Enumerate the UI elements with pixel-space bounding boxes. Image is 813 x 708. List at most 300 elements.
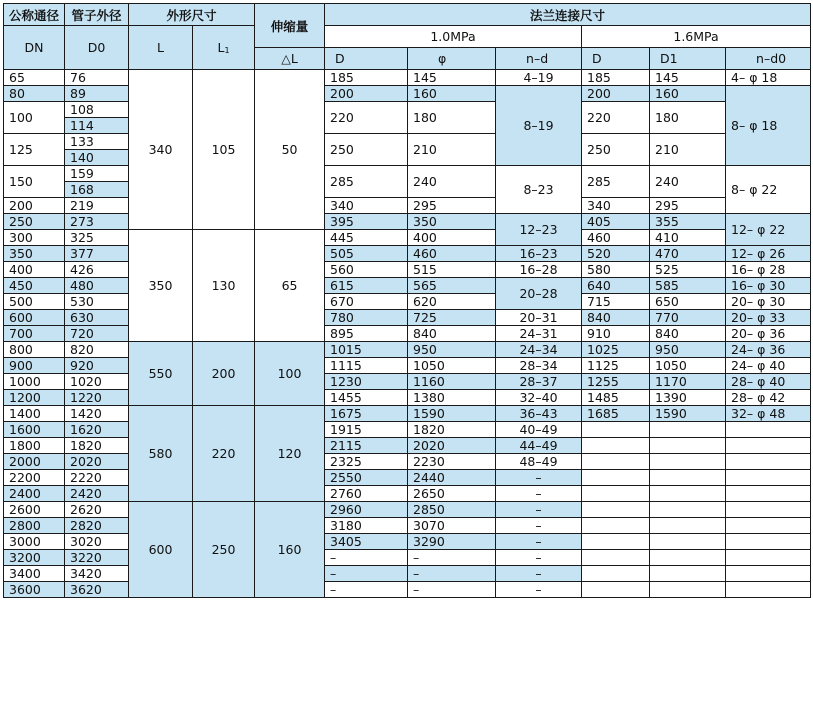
pressure-1-0: 1.0MPa xyxy=(325,26,582,48)
l-unit: L xyxy=(129,26,193,70)
p2-nd0-cell: 4– φ 18 xyxy=(726,70,811,86)
p1-phi-cell: 1050 xyxy=(408,358,496,374)
p1-nd-cell: 36–43 xyxy=(496,406,582,422)
p1-phi-cell: 160 xyxy=(408,86,496,102)
p2-d-cell xyxy=(582,582,650,598)
p2-d-cell xyxy=(582,470,650,486)
table-row xyxy=(4,470,811,486)
p1-phi-cell: 240 xyxy=(408,166,496,198)
p2-d1-cell xyxy=(650,550,726,566)
d0-cell: 530 xyxy=(65,294,129,310)
table-row xyxy=(4,534,811,550)
delta-l-cell: 160 xyxy=(255,502,325,598)
dn-cell: 600 xyxy=(4,310,65,326)
p1-d-cell: 1230 xyxy=(325,374,408,390)
p1-phi-cell: 2850 xyxy=(408,502,496,518)
table-row xyxy=(4,390,811,406)
flange-col-p1_cols-2: n–d xyxy=(496,48,582,70)
p2-d1-cell xyxy=(650,438,726,454)
p1-phi-cell: 725 xyxy=(408,310,496,326)
p1-phi-cell: 2440 xyxy=(408,470,496,486)
p2-d-cell xyxy=(582,454,650,470)
table-row xyxy=(4,518,811,534)
p2-d1-cell xyxy=(650,518,726,534)
table-row xyxy=(4,406,811,422)
p2-d1-cell: 160 xyxy=(650,86,726,102)
p2-d-cell: 200 xyxy=(582,86,650,102)
d0-cell: 159 xyxy=(65,166,129,182)
d0-cell: 325 xyxy=(65,230,129,246)
p1-nd-cell: – xyxy=(496,550,582,566)
dn-cell: 300 xyxy=(4,230,65,246)
p2-d1-cell: 1590 xyxy=(650,406,726,422)
p1-d-cell: 2550 xyxy=(325,470,408,486)
p2-d1-cell: 470 xyxy=(650,246,726,262)
p2-d-cell: 1685 xyxy=(582,406,650,422)
p1-d-cell: 2325 xyxy=(325,454,408,470)
p1-nd-cell: – xyxy=(496,518,582,534)
p2-nd0-cell: 20– φ 30 xyxy=(726,294,811,310)
table-row xyxy=(4,278,811,294)
p2-d1-cell: 770 xyxy=(650,310,726,326)
d0-cell: 273 xyxy=(65,214,129,230)
p2-nd0-cell: 8– φ 18 xyxy=(726,86,811,166)
p2-nd0-cell xyxy=(726,470,811,486)
dn-cell: 65 xyxy=(4,70,65,86)
p1-phi-cell: 1820 xyxy=(408,422,496,438)
flange-col-p2_cols-2: n–d0 xyxy=(726,48,811,70)
p1-nd-cell: 40–49 xyxy=(496,422,582,438)
p1-d-cell: 1455 xyxy=(325,390,408,406)
table-row xyxy=(4,70,811,86)
d0-cell: 3620 xyxy=(65,582,129,598)
d0-cell: 3220 xyxy=(65,550,129,566)
p1-nd-cell: 20–28 xyxy=(496,278,582,310)
p2-nd0-cell: 16– φ 28 xyxy=(726,262,811,278)
p2-d-cell xyxy=(582,534,650,550)
flange-col-p2_cols-0: D xyxy=(582,48,650,70)
p2-d-cell xyxy=(582,502,650,518)
d0-cell: 1420 xyxy=(65,406,129,422)
p1-nd-cell: 8–23 xyxy=(496,166,582,214)
l-cell: 580 xyxy=(129,406,193,502)
dn-cell: 3600 xyxy=(4,582,65,598)
p1-d-cell: 670 xyxy=(325,294,408,310)
p1-d-cell: 1915 xyxy=(325,422,408,438)
p2-d-cell: 405 xyxy=(582,214,650,230)
p1-nd-cell: 48–49 xyxy=(496,454,582,470)
p2-d-cell: 1025 xyxy=(582,342,650,358)
p2-nd0-cell: 28– φ 40 xyxy=(726,374,811,390)
p2-d-cell xyxy=(582,422,650,438)
dn-cell: 125 xyxy=(4,134,65,166)
dn-cell: 150 xyxy=(4,166,65,198)
l-cell: 550 xyxy=(129,342,193,406)
dn-cell: 2800 xyxy=(4,518,65,534)
d0-cell: 1220 xyxy=(65,390,129,406)
dn-cell: 3200 xyxy=(4,550,65,566)
table-row xyxy=(4,214,811,230)
dn-cell: 2000 xyxy=(4,454,65,470)
p1-phi-cell: 2230 xyxy=(408,454,496,470)
d0-cell: 114 xyxy=(65,118,129,134)
dn-cell: 200 xyxy=(4,198,65,214)
table-row xyxy=(4,422,811,438)
p2-nd0-cell: 8– φ 22 xyxy=(726,166,811,214)
dn-unit: DN xyxy=(4,26,65,70)
p1-nd-cell: 4–19 xyxy=(496,70,582,86)
p1-d-cell: 185 xyxy=(325,70,408,86)
d0-unit: D0 xyxy=(65,26,129,70)
p2-d1-cell xyxy=(650,502,726,518)
table-row xyxy=(4,134,811,150)
d0-cell: 108 xyxy=(65,102,129,118)
p2-d-cell: 285 xyxy=(582,166,650,198)
p2-nd0-cell xyxy=(726,486,811,502)
p2-d1-cell: 950 xyxy=(650,342,726,358)
p1-d-cell: 3180 xyxy=(325,518,408,534)
l1-cell: 220 xyxy=(193,406,255,502)
table-row xyxy=(4,326,811,342)
p1-d-cell: 1675 xyxy=(325,406,408,422)
dn-cell: 450 xyxy=(4,278,65,294)
table-row xyxy=(4,310,811,326)
p2-nd0-cell: 20– φ 33 xyxy=(726,310,811,326)
p1-phi-cell: 2020 xyxy=(408,438,496,454)
p2-d1-cell: 1390 xyxy=(650,390,726,406)
p2-d-cell xyxy=(582,566,650,582)
d0-cell: 720 xyxy=(65,326,129,342)
spec-table-body xyxy=(4,70,811,598)
l1-cell: 105 xyxy=(193,70,255,230)
p2-d-cell xyxy=(582,486,650,502)
p1-nd-cell: 12–23 xyxy=(496,214,582,246)
table-row xyxy=(4,342,811,358)
dn-cell: 500 xyxy=(4,294,65,310)
d0-cell: 480 xyxy=(65,278,129,294)
d0-cell: 2220 xyxy=(65,470,129,486)
dn-cell: 1200 xyxy=(4,390,65,406)
p2-d1-cell: 585 xyxy=(650,278,726,294)
delta-l-cell: 120 xyxy=(255,406,325,502)
p2-d-cell: 250 xyxy=(582,134,650,166)
p1-d-cell: 445 xyxy=(325,230,408,246)
p2-nd0-cell xyxy=(726,550,811,566)
p2-nd0-cell: 16– φ 30 xyxy=(726,278,811,294)
dn-cell: 800 xyxy=(4,342,65,358)
p1-nd-cell: – xyxy=(496,566,582,582)
p1-nd-cell: – xyxy=(496,534,582,550)
p1-phi-cell: 460 xyxy=(408,246,496,262)
l-cell: 600 xyxy=(129,502,193,598)
d0-title: 管子外径 xyxy=(65,4,129,26)
p1-d-cell: 250 xyxy=(325,134,408,166)
p1-d-cell: – xyxy=(325,582,408,598)
p2-d-cell: 715 xyxy=(582,294,650,310)
p2-nd0-cell xyxy=(726,518,811,534)
p1-phi-cell: 295 xyxy=(408,198,496,214)
p2-nd0-cell xyxy=(726,502,811,518)
dn-cell: 1000 xyxy=(4,374,65,390)
p1-phi-cell: 2650 xyxy=(408,486,496,502)
p1-phi-cell: 210 xyxy=(408,134,496,166)
spec-table-container xyxy=(3,3,810,702)
dn-cell: 3400 xyxy=(4,566,65,582)
l1-sub: 1 xyxy=(224,46,230,55)
p2-nd0-cell xyxy=(726,438,811,454)
table-row xyxy=(4,294,811,310)
dn-cell: 250 xyxy=(4,214,65,230)
p2-d-cell xyxy=(582,438,650,454)
p1-d-cell: 200 xyxy=(325,86,408,102)
table-row xyxy=(4,566,811,582)
p1-d-cell: 285 xyxy=(325,166,408,198)
dn-cell: 1600 xyxy=(4,422,65,438)
delta-l-unit: △L xyxy=(255,48,325,70)
p1-d-cell: 340 xyxy=(325,198,408,214)
table-row xyxy=(4,102,811,118)
p1-d-cell: 1115 xyxy=(325,358,408,374)
pressure-1-6: 1.6MPa xyxy=(582,26,811,48)
p1-phi-cell: 1160 xyxy=(408,374,496,390)
dn-cell: 1400 xyxy=(4,406,65,422)
dn-cell: 900 xyxy=(4,358,65,374)
outer-size-title: 外形尺寸 xyxy=(129,4,255,26)
p1-phi-cell: 565 xyxy=(408,278,496,294)
p2-d-cell: 840 xyxy=(582,310,650,326)
p2-nd0-cell: 12– φ 22 xyxy=(726,214,811,246)
p2-nd0-cell: 12– φ 26 xyxy=(726,246,811,262)
d0-cell: 140 xyxy=(65,150,129,166)
p1-nd-cell: 16–23 xyxy=(496,246,582,262)
p2-d1-cell xyxy=(650,422,726,438)
p1-phi-cell: 350 xyxy=(408,214,496,230)
p1-phi-cell: 1380 xyxy=(408,390,496,406)
p1-phi-cell: 620 xyxy=(408,294,496,310)
dn-cell: 80 xyxy=(4,86,65,102)
p2-d1-cell: 240 xyxy=(650,166,726,198)
p1-nd-cell: 20–31 xyxy=(496,310,582,326)
table-row xyxy=(4,198,811,214)
p1-d-cell: – xyxy=(325,550,408,566)
flange-col-p2_cols-1: D1 xyxy=(650,48,726,70)
d0-cell: 920 xyxy=(65,358,129,374)
d0-cell: 219 xyxy=(65,198,129,214)
p1-phi-cell: 1590 xyxy=(408,406,496,422)
table-row xyxy=(4,550,811,566)
p2-d1-cell xyxy=(650,534,726,550)
p1-nd-cell: 28–34 xyxy=(496,358,582,374)
p2-d1-cell xyxy=(650,582,726,598)
table-row xyxy=(4,86,811,102)
p1-nd-cell: 44–49 xyxy=(496,438,582,454)
table-row xyxy=(4,438,811,454)
p2-d-cell: 910 xyxy=(582,326,650,342)
d0-cell: 2820 xyxy=(65,518,129,534)
d0-cell: 2420 xyxy=(65,486,129,502)
p1-phi-cell: 950 xyxy=(408,342,496,358)
p2-d-cell: 460 xyxy=(582,230,650,246)
p1-d-cell: 220 xyxy=(325,102,408,134)
p2-d-cell: 520 xyxy=(582,246,650,262)
p1-d-cell: 1015 xyxy=(325,342,408,358)
p1-phi-cell: 515 xyxy=(408,262,496,278)
l-cell: 340 xyxy=(129,70,193,230)
p2-nd0-cell: 24– φ 40 xyxy=(726,358,811,374)
p2-d-cell: 640 xyxy=(582,278,650,294)
d0-cell: 630 xyxy=(65,310,129,326)
table-row xyxy=(4,230,811,246)
l1-cell: 130 xyxy=(193,230,255,342)
p2-d1-cell xyxy=(650,454,726,470)
l1-cell: 250 xyxy=(193,502,255,598)
p1-nd-cell: 24–31 xyxy=(496,326,582,342)
p2-d-cell: 340 xyxy=(582,198,650,214)
table-row xyxy=(4,486,811,502)
p2-d-cell: 580 xyxy=(582,262,650,278)
p2-d1-cell: 210 xyxy=(650,134,726,166)
p1-phi-cell: – xyxy=(408,550,496,566)
p2-d1-cell xyxy=(650,486,726,502)
p2-d1-cell: 410 xyxy=(650,230,726,246)
table-row xyxy=(4,502,811,518)
l1-unit xyxy=(193,26,255,70)
d0-cell: 76 xyxy=(65,70,129,86)
p2-d1-cell xyxy=(650,566,726,582)
p2-nd0-cell xyxy=(726,422,811,438)
d0-cell: 2620 xyxy=(65,502,129,518)
dn-cell: 400 xyxy=(4,262,65,278)
expansion-joint-spec-table xyxy=(3,3,811,598)
d0-cell: 377 xyxy=(65,246,129,262)
p1-nd-cell: 16–28 xyxy=(496,262,582,278)
dn-cell: 100 xyxy=(4,102,65,134)
p1-phi-cell: 180 xyxy=(408,102,496,134)
p1-d-cell: 615 xyxy=(325,278,408,294)
p2-d-cell xyxy=(582,550,650,566)
table-row xyxy=(4,246,811,262)
l-cell: 350 xyxy=(129,230,193,342)
p2-d1-cell: 295 xyxy=(650,198,726,214)
l1-main: L xyxy=(217,40,225,55)
p1-nd-cell: – xyxy=(496,582,582,598)
p2-d-cell: 185 xyxy=(582,70,650,86)
dn-cell: 700 xyxy=(4,326,65,342)
d0-cell: 168 xyxy=(65,182,129,198)
p1-d-cell: – xyxy=(325,566,408,582)
expansion-title: 伸缩量 xyxy=(255,4,325,48)
delta-l-cell: 50 xyxy=(255,70,325,230)
p1-d-cell: 895 xyxy=(325,326,408,342)
p2-d-cell: 1485 xyxy=(582,390,650,406)
p1-d-cell: 3405 xyxy=(325,534,408,550)
p2-nd0-cell xyxy=(726,582,811,598)
p2-nd0-cell: 20– φ 36 xyxy=(726,326,811,342)
d0-cell: 1020 xyxy=(65,374,129,390)
p1-phi-cell: – xyxy=(408,566,496,582)
p1-d-cell: 2960 xyxy=(325,502,408,518)
flange-col-p1_cols-1: φ xyxy=(408,48,496,70)
table-row xyxy=(4,166,811,182)
d0-cell: 3420 xyxy=(65,566,129,582)
d0-cell: 2020 xyxy=(65,454,129,470)
p2-d1-cell: 180 xyxy=(650,102,726,134)
dn-cell: 2600 xyxy=(4,502,65,518)
p2-nd0-cell: 24– φ 36 xyxy=(726,342,811,358)
p2-d1-cell: 355 xyxy=(650,214,726,230)
p1-d-cell: 780 xyxy=(325,310,408,326)
p2-d-cell: 1125 xyxy=(582,358,650,374)
p2-d1-cell: 650 xyxy=(650,294,726,310)
p1-phi-cell: 3290 xyxy=(408,534,496,550)
p1-nd-cell: 32–40 xyxy=(496,390,582,406)
d0-cell: 1820 xyxy=(65,438,129,454)
p1-d-cell: 2760 xyxy=(325,486,408,502)
dn-cell: 2400 xyxy=(4,486,65,502)
p2-nd0-cell: 28– φ 42 xyxy=(726,390,811,406)
p1-phi-cell: 145 xyxy=(408,70,496,86)
p1-d-cell: 505 xyxy=(325,246,408,262)
p2-d-cell: 220 xyxy=(582,102,650,134)
p2-d1-cell: 145 xyxy=(650,70,726,86)
table-row xyxy=(4,454,811,470)
p1-phi-cell: 3070 xyxy=(408,518,496,534)
p1-nd-cell: 24–34 xyxy=(496,342,582,358)
p1-nd-cell: 28–37 xyxy=(496,374,582,390)
d0-cell: 3020 xyxy=(65,534,129,550)
table-row xyxy=(4,262,811,278)
dn-cell: 3000 xyxy=(4,534,65,550)
p2-d-cell xyxy=(582,518,650,534)
p2-d1-cell: 1050 xyxy=(650,358,726,374)
p2-d1-cell: 840 xyxy=(650,326,726,342)
dn-title: 公称通径 xyxy=(4,4,65,26)
p1-nd-cell: – xyxy=(496,470,582,486)
p1-nd-cell: – xyxy=(496,486,582,502)
p1-d-cell: 560 xyxy=(325,262,408,278)
d0-cell: 426 xyxy=(65,262,129,278)
flange-title: 法兰连接尺寸 xyxy=(325,4,811,26)
p2-nd0-cell xyxy=(726,454,811,470)
flange-col-p1_cols-0: D xyxy=(325,48,408,70)
p2-d1-cell: 1170 xyxy=(650,374,726,390)
p1-phi-cell: 400 xyxy=(408,230,496,246)
table-row xyxy=(4,358,811,374)
p1-phi-cell: – xyxy=(408,582,496,598)
p1-d-cell: 395 xyxy=(325,214,408,230)
table-row xyxy=(4,374,811,390)
p2-nd0-cell: 32– φ 48 xyxy=(726,406,811,422)
p2-d1-cell: 525 xyxy=(650,262,726,278)
p1-nd-cell: – xyxy=(496,502,582,518)
p2-nd0-cell xyxy=(726,566,811,582)
d0-cell: 89 xyxy=(65,86,129,102)
dn-cell: 1800 xyxy=(4,438,65,454)
l1-cell: 200 xyxy=(193,342,255,406)
delta-l-cell: 100 xyxy=(255,342,325,406)
d0-cell: 133 xyxy=(65,134,129,150)
p1-d-cell: 2115 xyxy=(325,438,408,454)
p2-d1-cell xyxy=(650,470,726,486)
dn-cell: 2200 xyxy=(4,470,65,486)
p2-d-cell: 1255 xyxy=(582,374,650,390)
p1-phi-cell: 840 xyxy=(408,326,496,342)
p2-nd0-cell xyxy=(726,534,811,550)
d0-cell: 820 xyxy=(65,342,129,358)
delta-l-cell: 65 xyxy=(255,230,325,342)
dn-cell: 350 xyxy=(4,246,65,262)
d0-cell: 1620 xyxy=(65,422,129,438)
